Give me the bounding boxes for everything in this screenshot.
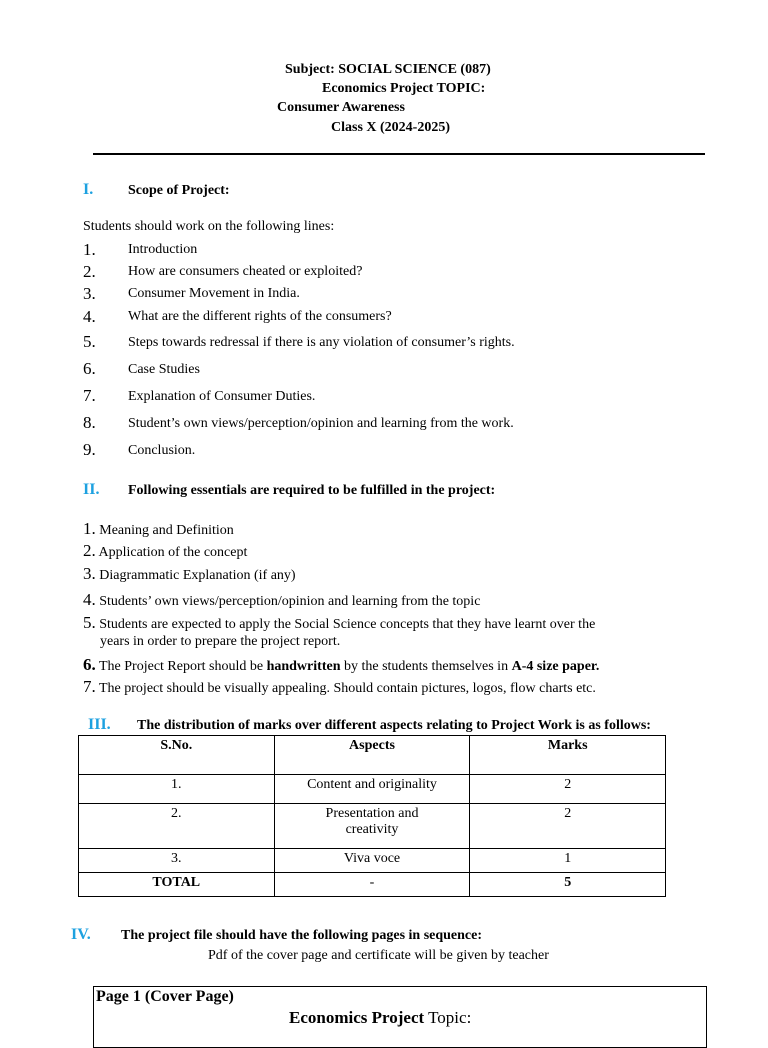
section-1-title: Scope of Project:	[128, 183, 230, 198]
header-divider	[93, 153, 705, 155]
list-item-number: 9.	[83, 440, 96, 459]
section-4-title: The project file should have the following pages in sequence:	[121, 928, 483, 943]
list-item-number: 1.	[83, 240, 96, 259]
list-item-number: 4.	[83, 590, 96, 609]
list-item: Introduction	[128, 242, 198, 257]
list-item	[83, 519, 234, 539]
list-item	[83, 613, 595, 633]
cover-title-rest: Topic:	[424, 1008, 472, 1027]
list-item-number: 1.	[83, 519, 96, 538]
list-item-number: 3.	[83, 284, 96, 303]
list-item-number: 5.	[83, 613, 96, 632]
list-item-text: Students are expected to apply the Social Science concepts that they have learnt over the	[99, 617, 596, 632]
project-line: Economics Project TOPIC:	[322, 81, 486, 96]
table-cell: -	[274, 873, 470, 897]
list-item-number: 8.	[83, 413, 96, 432]
list-item-number: 3.	[83, 564, 96, 583]
table-cell: 1	[470, 849, 666, 873]
table-cell: Content and originality	[274, 775, 470, 804]
list-item-continuation: years in order to prepare the project report.	[100, 634, 341, 649]
total-label: TOTAL	[79, 873, 275, 897]
column-header: S.No.	[79, 736, 275, 775]
list-item: Conclusion.	[128, 443, 196, 458]
list-item: Student’s own views/perception/opinion and learning from the work.	[128, 416, 514, 431]
list-item: How are consumers cheated or exploited?	[128, 264, 363, 279]
list-item-text: Application of the concept	[98, 545, 248, 560]
topic-line: Consumer Awareness	[277, 100, 405, 115]
subject-line: Subject: SOCIAL SCIENCE (087)	[285, 62, 491, 77]
table-header-row	[79, 736, 666, 775]
handwritten-emphasis: handwritten	[266, 659, 341, 674]
section-4-numeral: IV.	[71, 926, 91, 943]
list-item	[83, 541, 247, 561]
list-item-text: Meaning and Definition	[99, 523, 234, 538]
table-cell: 2	[470, 804, 666, 849]
class-line: Class X (2024-2025)	[331, 120, 450, 135]
list-item: Case Studies	[128, 362, 200, 377]
list-item-number: 4.	[83, 307, 96, 326]
list-item: Consumer Movement in India.	[128, 286, 300, 301]
list-item-number: 7.	[83, 677, 96, 696]
list-item-text: The project should be visually appealing. Should contain pictures, logos, flow charts etc.	[99, 681, 596, 696]
list-item-text: The Project Report should be	[99, 659, 267, 674]
section-1-intro: Students should work on the following lines:	[83, 219, 335, 234]
section-2-title: Following essentials are required to be fulfilled in the project:	[128, 483, 496, 498]
cover-title-bold: Economics Project	[289, 1008, 425, 1027]
table-cell: 2	[470, 775, 666, 804]
column-header: Marks	[470, 736, 666, 775]
table-cell: Presentation and creativity	[274, 804, 470, 849]
table-row	[79, 849, 666, 873]
cover-page-title	[289, 1008, 471, 1028]
list-item	[83, 590, 480, 610]
section-4-note: Pdf of the cover page and certificate will be given by teacher	[208, 948, 549, 963]
table-cell: 2.	[79, 804, 275, 849]
table-row	[79, 775, 666, 804]
table-cell: Viva voce	[274, 849, 470, 873]
total-value: 5	[470, 873, 666, 897]
table-cell: 3.	[79, 849, 275, 873]
paper-size-emphasis: A-4 size paper.	[511, 659, 600, 674]
list-item-number: 7.	[83, 386, 96, 405]
section-1-numeral: I.	[83, 181, 94, 198]
list-item	[83, 564, 296, 584]
list-item: Explanation of Consumer Duties.	[128, 389, 316, 404]
list-item-text: by the students themselves in	[340, 659, 512, 674]
list-item	[83, 655, 599, 675]
marks-table	[78, 735, 666, 897]
list-item-number: 5.	[83, 332, 96, 351]
table-row	[79, 804, 666, 849]
list-item-text: Students’ own views/perception/opinion and learning from the topic	[99, 594, 481, 609]
cover-page-box	[93, 986, 707, 1048]
section-3-title: The distribution of marks over different aspects relating to Project Work is as follows:	[137, 718, 651, 733]
list-item-text: Diagrammatic Explanation (if any)	[99, 568, 296, 583]
list-item-number: 6.	[83, 359, 96, 378]
list-item-number: 6.	[83, 655, 96, 674]
list-item-number: 2.	[83, 262, 96, 281]
section-2-numeral: II.	[83, 481, 100, 498]
table-cell: 1.	[79, 775, 275, 804]
list-item: Steps towards redressal if there is any violation of consumer’s rights.	[128, 335, 515, 350]
list-item	[83, 677, 596, 697]
section-3-numeral: III.	[88, 716, 111, 733]
list-item-number: 2.	[83, 541, 96, 560]
table-total-row	[79, 873, 666, 897]
column-header: Aspects	[274, 736, 470, 775]
cover-page-label: Page 1 (Cover Page)	[96, 988, 234, 1005]
list-item: What are the different rights of the consumers?	[128, 309, 392, 324]
